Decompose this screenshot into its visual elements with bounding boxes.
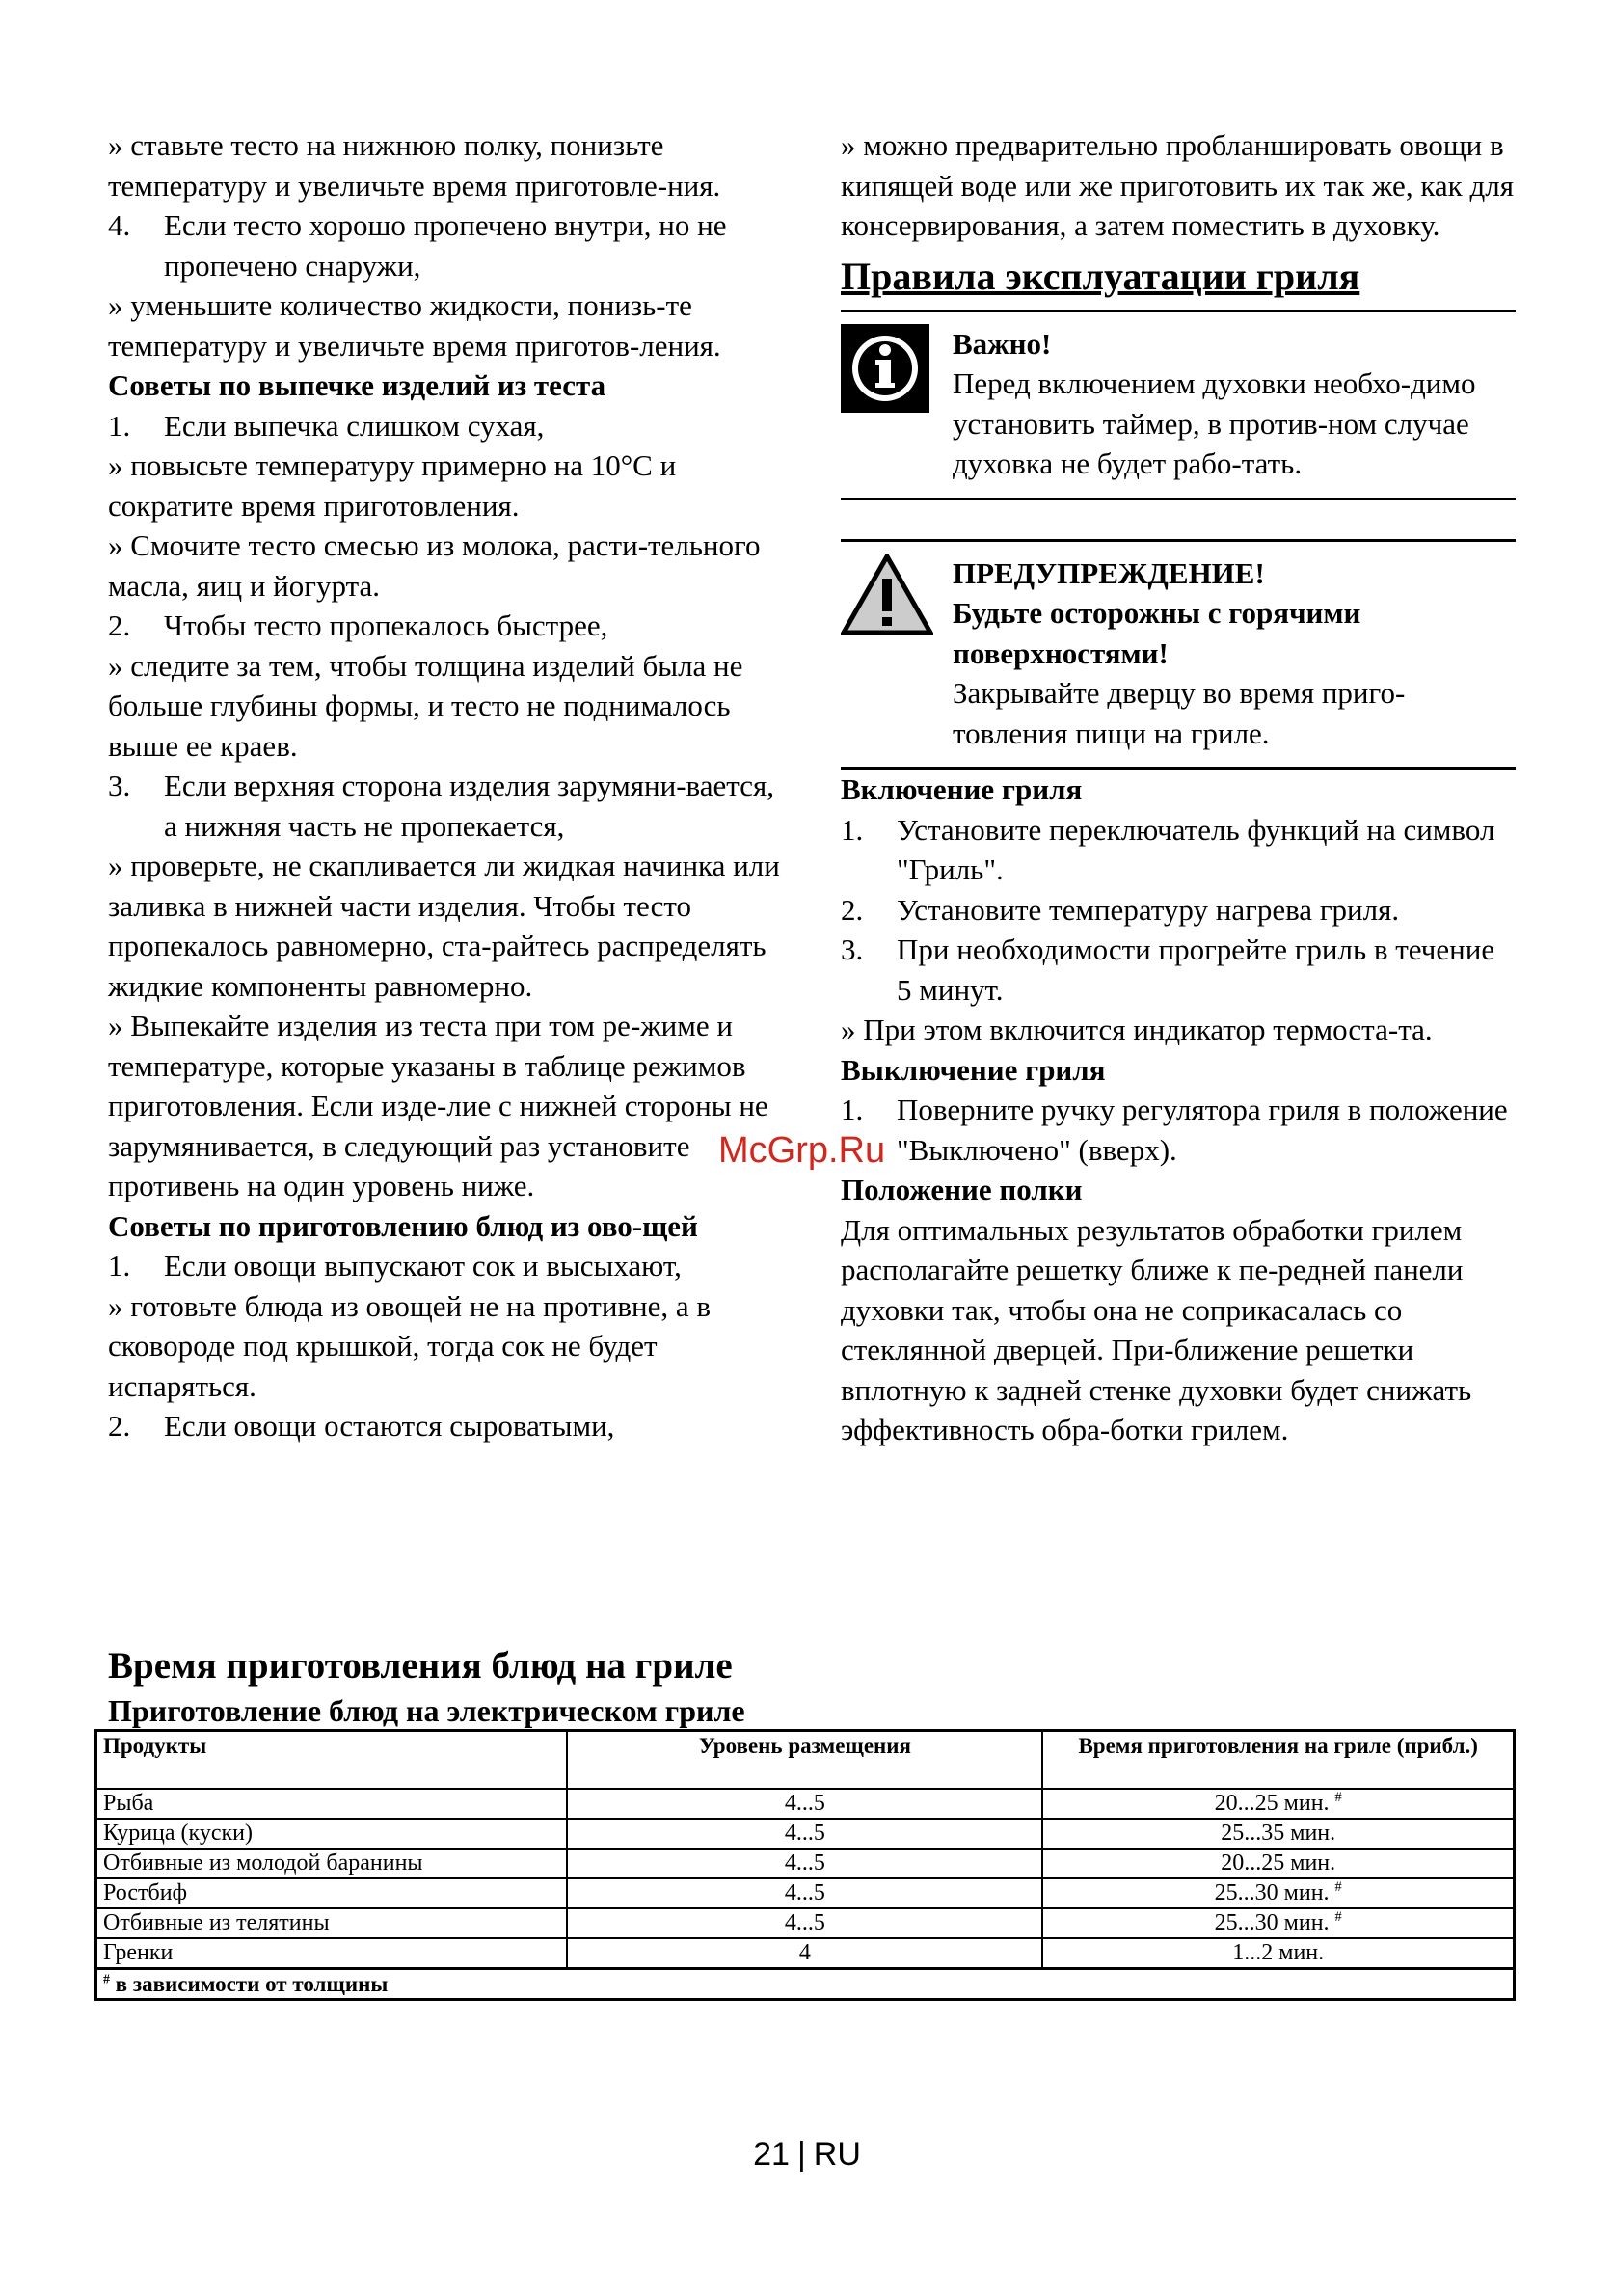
item-number: 1.: [841, 1093, 864, 1126]
important-title: Важно!: [953, 326, 1052, 361]
subheading-shelf: Положение полки: [841, 1173, 1083, 1206]
cell-time-value: 25...35 мин.: [1221, 1821, 1336, 1846]
paragraph: » повысьте температуру примерно на 10°C и сократите время приготовления.: [108, 448, 677, 523]
cell-level: 4...5: [567, 1908, 1042, 1938]
page-number: 21: [753, 2136, 790, 2173]
grill-table-title: Время приготовления блюд на гриле: [108, 1645, 733, 1687]
cell-time: [1042, 1938, 1514, 1969]
numbered-item: [841, 1090, 1516, 1170]
item-text: Чтобы тесто пропекалось быстрее,: [164, 608, 608, 642]
page-footer: [0, 2136, 1614, 2174]
item-number: 3.: [841, 932, 864, 966]
item-text: При необходимости прогрейте гриль в течение 5 минут.: [897, 932, 1495, 1007]
left-column: [108, 125, 783, 1446]
subheading-baking: Советы по выпечке изделий из теста: [108, 368, 606, 402]
item-number: 2.: [108, 608, 131, 642]
cell-time: [1042, 1849, 1514, 1878]
numbered-item: [841, 930, 1516, 1010]
cell-product: Отбивные из молодой баранины: [96, 1849, 568, 1878]
paragraph: » уменьшите количество жидкости, понизь-те температуру и увеличьте время приготов-ления.: [108, 288, 721, 363]
numbered-item: [841, 890, 1516, 931]
item-text: Установите температуру нагрева гриля.: [897, 892, 1400, 927]
table-row: [96, 1849, 1515, 1878]
cell-time-value: 20...25 мин.: [1214, 1791, 1330, 1816]
item-number: 1.: [841, 812, 864, 847]
footnote-mark: #: [103, 1971, 110, 1986]
paragraph: » готовьте блюда из овощей не на противне, а в сковороде под крышкой, тогда сок не будет испаряться.: [108, 1288, 712, 1403]
item-text: Установите переключатель функций на символ "Гриль".: [897, 812, 1495, 886]
paragraph: » ставьте тесто на нижнюю полку, понизьте температуру и увеличьте время приготовле-ния.: [108, 128, 721, 203]
table-row: [96, 1938, 1515, 1969]
footer-separator: |: [796, 2136, 806, 2173]
important-notice: [841, 310, 1516, 500]
grill-table-subtitle: Приготовление блюд на электрическом гриле: [108, 1693, 745, 1728]
item-text: Если овощи остаются сыроватыми,: [164, 1409, 615, 1443]
footnote-text: в зависимости от толщины: [109, 1972, 389, 1996]
numbered-item: [108, 1246, 783, 1286]
cell-time-value: 1...2 мин.: [1232, 1940, 1325, 1965]
item-text: Если верхняя сторона изделия зарумяни-вается, а нижняя часть не пропекается,: [164, 769, 774, 843]
item-number: 2.: [108, 1409, 131, 1443]
cell-product: Курица (куски): [96, 1819, 568, 1849]
item-number: 1.: [108, 408, 131, 443]
warning-triangle-icon: [841, 554, 953, 754]
paragraph: » можно предварительно пробланшировать овощи в кипящей воде или же приготовить их так же, как для консервирования, а затем поместить в духовку.: [841, 128, 1514, 242]
item-text: Если овощи выпускают сок и высыхают,: [164, 1249, 682, 1283]
info-icon: [841, 324, 953, 484]
cell-level: 4...5: [567, 1849, 1042, 1878]
language-code: RU: [813, 2136, 861, 2173]
cell-time: [1042, 1878, 1514, 1908]
cell-product: Отбивные из телятины: [96, 1908, 568, 1938]
footnote-row: [96, 1969, 1515, 2000]
right-column: [841, 125, 1516, 1450]
cell-level: 4: [567, 1938, 1042, 1969]
warning-text: Закрывайте дверцу во время приго-товления пищи на гриле.: [953, 676, 1406, 750]
table-row: [96, 1789, 1515, 1819]
warning-title: ПРЕДУПРЕЖДЕНИЕ!: [953, 555, 1265, 590]
item-number: 3.: [108, 769, 131, 802]
item-text: Если тесто хорошо пропечено внутри, но не пропечено снаружи,: [164, 208, 727, 283]
table-row: [96, 1819, 1515, 1849]
cell-level: 4...5: [567, 1819, 1042, 1849]
numbered-item: [841, 810, 1516, 890]
item-number: 2.: [841, 892, 864, 927]
cell-product: Рыба: [96, 1789, 568, 1819]
numbered-item: [108, 606, 783, 646]
cell-time-value: 20...25 мин.: [1221, 1850, 1336, 1876]
numbered-item: [108, 766, 783, 846]
header-level: Уровень размещения: [567, 1731, 1042, 1790]
header-time: Время приготовления на гриле (прибл.): [1042, 1731, 1514, 1790]
paragraph: » проверьте, не скапливается ли жидкая начинка или заливка в нижней части изделия. Чтобы тесто пропекалось равномерно, ста-райтесь распределять жидкие компоненты равномерно.: [108, 849, 780, 1003]
table-row: [96, 1878, 1515, 1908]
important-text: Перед включением духовки необхо-димо установить таймер, в против-ном случае духовка не будет рабо-тать.: [953, 366, 1476, 480]
numbered-item: [108, 1406, 783, 1446]
section-title: Правила эксплуатации гриля: [841, 254, 1360, 298]
cell-level: 4...5: [567, 1878, 1042, 1908]
grill-times-table: [94, 1729, 1516, 2001]
item-text: Если выпечка слишком сухая,: [164, 408, 545, 443]
cell-time-value: 25...30 мин.: [1214, 1910, 1330, 1935]
paragraph: » Выпекайте изделия из теста при том ре-жиме и температуре, которые указаны в таблице режимов приготовления. Если изде-лие с нижней стороны не зарумянивается, в следующий раз установите противень на один уровень ниже.: [108, 1009, 768, 1202]
table-header-row: [96, 1731, 1515, 1790]
subheading-grill-off: Выключение гриля: [841, 1052, 1106, 1087]
paragraph: » При этом включится индикатор термоста-та.: [841, 1013, 1433, 1046]
paragraph: » следите за тем, чтобы толщина изделий была не больше глубины формы, и тесто не поднималось выше ее краев.: [108, 648, 743, 763]
watermark: McGrp.Ru: [718, 1130, 886, 1171]
cell-time-value: 25...30 мин.: [1214, 1880, 1330, 1905]
subheading-vegetables: Советы по приготовлению блюд из ово-щей: [108, 1208, 698, 1243]
table-row: [96, 1908, 1515, 1938]
cell-time: [1042, 1819, 1514, 1849]
numbered-item: [108, 205, 783, 285]
cell-level: 4...5: [567, 1789, 1042, 1819]
item-text: Поверните ручку регулятора гриля в положение "Выключено" (вверх).: [897, 1093, 1508, 1167]
cell-product: Ростбиф: [96, 1878, 568, 1908]
item-number: 4.: [108, 208, 131, 242]
paragraph: Для оптимальных результатов обработки грилем располагайте решетку ближе к пе-редней панели духовки так, чтобы она не соприкасалась со стеклянной дверцей. При-ближение решетки вплотную к задней стенке духовки будет снижать эффективность обра-ботки грилем.: [841, 1212, 1472, 1446]
numbered-item: [108, 406, 783, 446]
footnote: [96, 1969, 1515, 2000]
footnote-mark: #: [1334, 1790, 1342, 1805]
footnote-mark: #: [1334, 1879, 1342, 1895]
subheading-grill-on: Включение гриля: [841, 772, 1083, 806]
item-number: 1.: [108, 1249, 131, 1283]
cell-time: [1042, 1908, 1514, 1938]
paragraph: » Смочите тесто смесью из молока, расти-тельного масла, яиц и йогурта.: [108, 528, 761, 603]
warning-subtitle: Будьте осторожны с горячими поверхностями!: [953, 596, 1361, 670]
warning-notice: [841, 539, 1516, 770]
header-products: Продукты: [96, 1731, 568, 1790]
cell-product: Гренки: [96, 1938, 568, 1969]
footnote-mark: #: [1334, 1909, 1342, 1925]
cell-time: [1042, 1789, 1514, 1819]
